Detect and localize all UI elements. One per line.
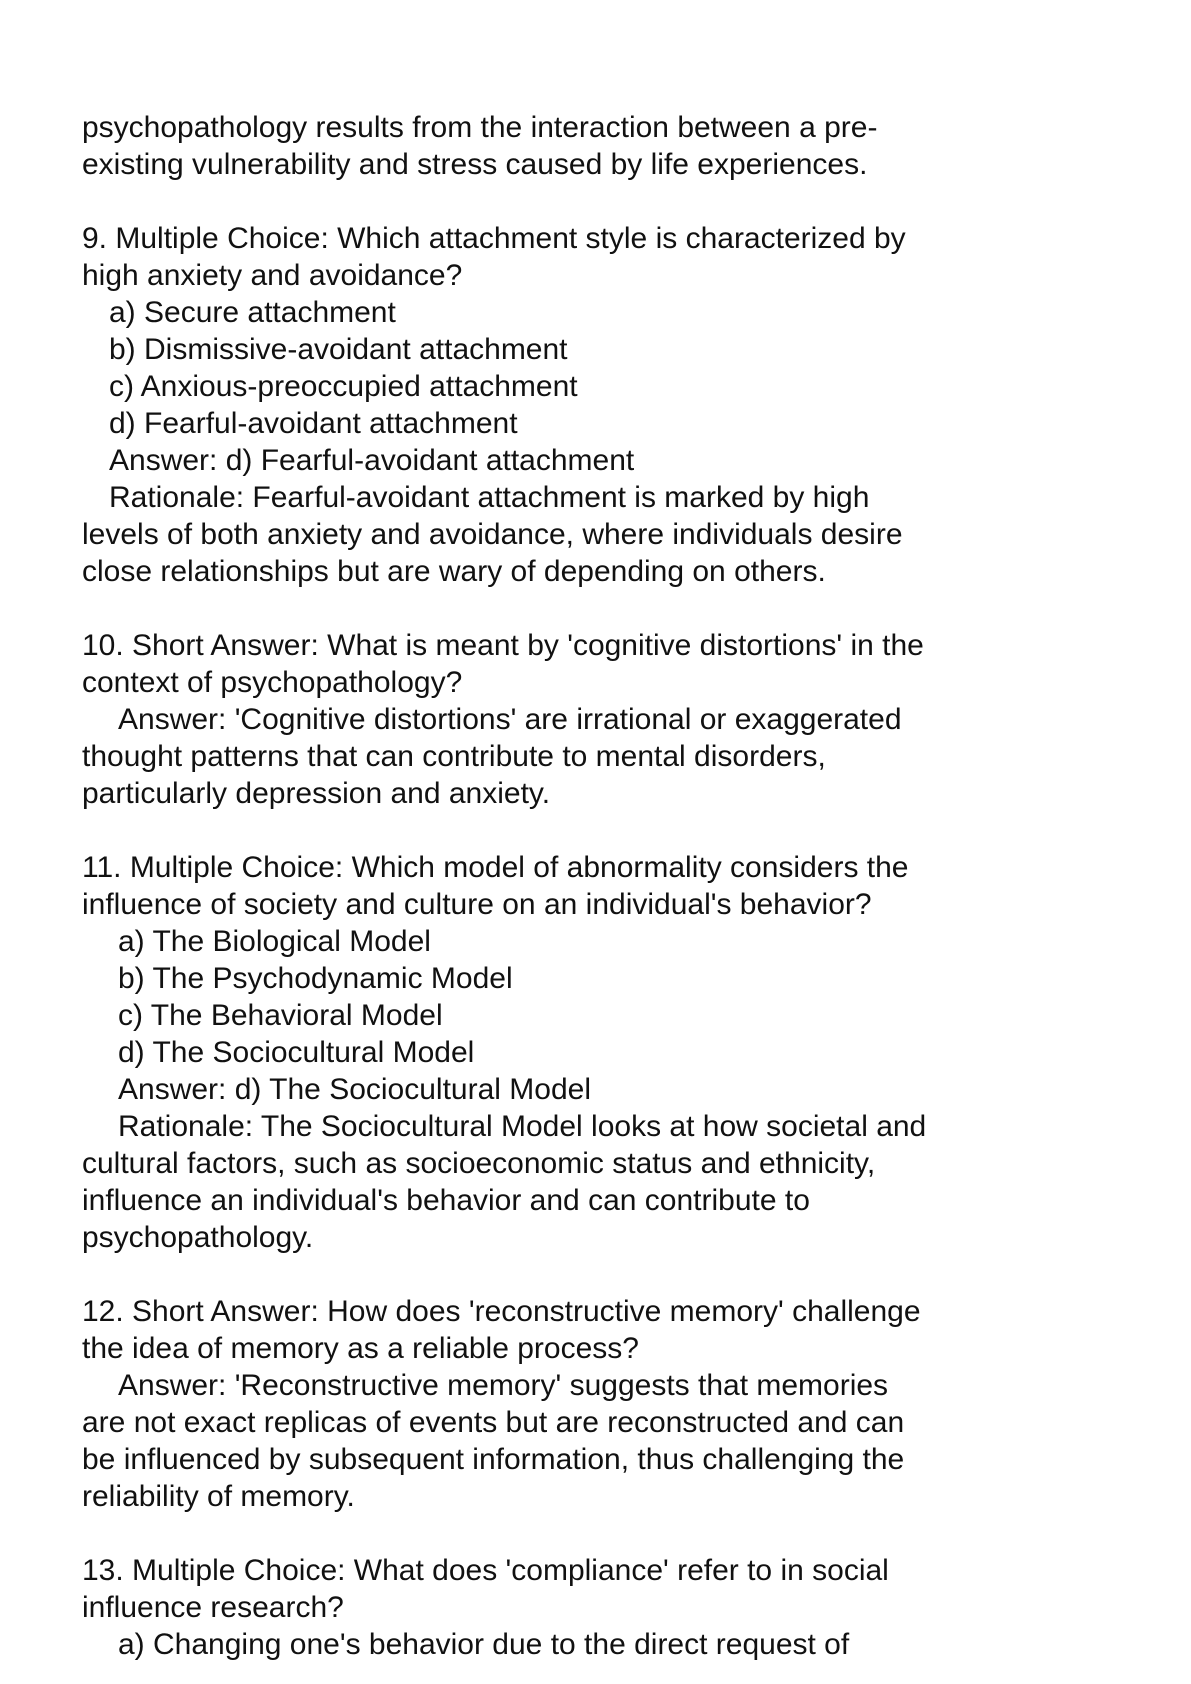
document-page (82, 109, 1122, 1663)
answer-text: particularly depression and anxiety. (82, 777, 551, 810)
rationale-text: Rationale: Fearful-avoidant attachment is marked by high (109, 481, 870, 514)
option-a: a) Changing one's behavior due to the direct request of (118, 1628, 850, 1661)
answer-text: Answer: 'Reconstructive memory' suggests that memories (118, 1369, 889, 1402)
question-9 (82, 220, 1122, 590)
question-12 (82, 1293, 1122, 1515)
question-text: 10. Short Answer: What is meant by 'cognitive distortions' in the (82, 629, 924, 662)
text-line: psychopathology results from the interaction between a pre- (82, 111, 878, 144)
question-text: high anxiety and avoidance? (82, 259, 463, 292)
answer-text: Answer: d) The Sociocultural Model (118, 1073, 591, 1106)
rationale-text: Rationale: The Sociocultural Model looks at how societal and (118, 1110, 927, 1143)
answer-text: Answer: 'Cognitive distortions' are irrational or exaggerated (118, 703, 902, 736)
answer-text: are not exact replicas of events but are reconstructed and can (82, 1406, 905, 1439)
question-text: the idea of memory as a reliable process? (82, 1332, 639, 1365)
option-a: a) The Biological Model (118, 925, 431, 958)
question-text: influence of society and culture on an individual's behavior? (82, 888, 872, 921)
question-10 (82, 627, 1122, 812)
rationale-text: influence an individual's behavior and can contribute to (82, 1184, 810, 1217)
option-b: b) Dismissive-avoidant attachment (109, 333, 568, 366)
option-b: b) The Psychodynamic Model (118, 962, 513, 995)
text-line: existing vulnerability and stress caused by life experiences. (82, 148, 868, 181)
question-text: influence research? (82, 1591, 344, 1624)
rationale-text: levels of both anxiety and avoidance, where individuals desire (82, 518, 903, 551)
answer-text: thought patterns that can contribute to mental disorders, (82, 740, 826, 773)
answer-text: Answer: d) Fearful-avoidant attachment (109, 444, 635, 477)
answer-text: reliability of memory. (82, 1480, 355, 1513)
option-d: d) The Sociocultural Model (118, 1036, 475, 1069)
question-text: 9. Multiple Choice: Which attachment style is characterized by (82, 222, 906, 255)
option-d: d) Fearful-avoidant attachment (109, 407, 518, 440)
question-text: context of psychopathology? (82, 666, 463, 699)
question-text: 12. Short Answer: How does 'reconstructive memory' challenge (82, 1295, 921, 1328)
option-c: c) Anxious-preoccupied attachment (109, 370, 578, 403)
question-11 (82, 849, 1122, 1256)
option-c: c) The Behavioral Model (118, 999, 443, 1032)
question-13 (82, 1552, 1122, 1663)
question-text: 11. Multiple Choice: Which model of abnormality considers the (82, 851, 909, 884)
answer-text: be influenced by subsequent information, thus challenging the (82, 1443, 905, 1476)
rationale-text: psychopathology. (82, 1221, 314, 1254)
rationale-text: cultural factors, such as socioeconomic status and ethnicity, (82, 1147, 876, 1180)
rationale-text: close relationships but are wary of depending on others. (82, 555, 826, 588)
option-a: a) Secure attachment (109, 296, 396, 329)
continuation-paragraph (82, 109, 1122, 183)
question-text: 13. Multiple Choice: What does 'compliance' refer to in social (82, 1554, 889, 1587)
